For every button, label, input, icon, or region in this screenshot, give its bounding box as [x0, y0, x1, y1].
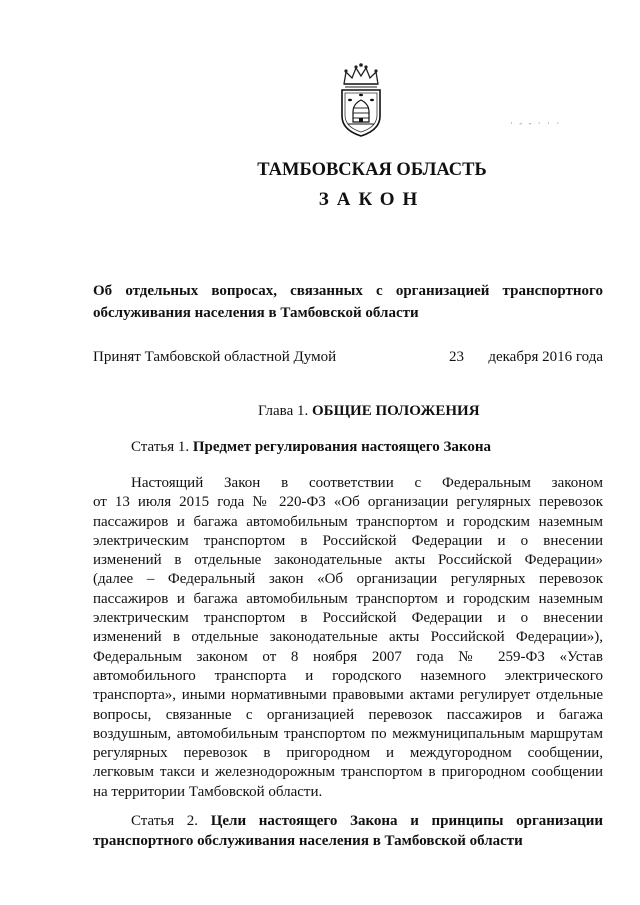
chapter-name: ОБЩИЕ ПОЛОЖЕНИЯ [311, 403, 480, 419]
text-line: изменений в отдельные законодательные акты Российской Федерации» [93, 552, 603, 569]
text-line: воздушным, автомобильным транспортом по межмуниципальным маршрутам [93, 725, 603, 742]
adopted-by: Принят Тамбовской областной Думой [93, 349, 337, 365]
adoption-month-year: декабря 2016 года [488, 349, 603, 365]
text-line: вопросы, связанные с организацией перевозок пассажиров и багажа [93, 706, 603, 723]
text-line: Настоящий Закон в соответствии с Федеральным законом [131, 475, 603, 491]
adoption-day: 23 [449, 349, 464, 365]
text-line: Федеральным законом от 8 ноября 2007 года № 259-ФЗ «Устав [93, 648, 603, 665]
scan-noise: · - - · · · [510, 118, 562, 128]
article-2-heading-line [93, 831, 603, 851]
article-2-prefix: Статья 2. [131, 813, 199, 829]
article-2-heading [93, 811, 603, 851]
law-title-line: Об отдельных вопросах, связанных с организацией транспортного [93, 283, 603, 299]
chapter-prefix: Глава 1. [258, 403, 309, 419]
coat-of-arms-icon [336, 62, 386, 138]
text-line: пассажиров и багажа автомобильным транспортом и городским наземным [93, 513, 603, 530]
chapter-heading [258, 403, 480, 420]
article-1-prefix: Статья 1. [131, 439, 190, 455]
article-1-text [93, 474, 603, 802]
article-2-heading-line [93, 811, 603, 831]
text-line: электрическим транспортом в Российской Федерации и о внесении [93, 610, 603, 627]
text-line: легковым такси и железнодорожным транспортом в пригородном сообщении [93, 764, 603, 781]
article-2-name: Цели настоящего Закона и принципы организации [210, 813, 603, 829]
law-title-line: обслуживания населения в Тамбовской области [93, 305, 419, 321]
text-line: (далее – Федеральный закон «Об организации регулярных перевозок [93, 571, 603, 588]
text-line: изменений в отдельные законодательные акты Российской Федерации»), [93, 629, 603, 646]
article-1-heading [131, 439, 491, 456]
text-line: на территории Тамбовской области. [93, 783, 323, 800]
article-2-name-cont: транспортного обслуживания населения в Тамбовской области [93, 833, 523, 849]
text-line: от 13 июля 2015 года № 220-ФЗ «Об организации регулярных перевозок [93, 494, 603, 511]
text-line: транспорта», иными нормативными правовыми актами регулирует отдельные [93, 687, 603, 704]
article-1-name: Предмет регулирования настоящего Закона [192, 439, 491, 455]
text-line: регулярных перевозок в пригородном и междугородном сообщении, [93, 745, 603, 762]
text-line: автомобильного транспорта и городского наземного электрического [93, 667, 603, 684]
text-line: электрическим транспортом в Российской Федерации и о внесении [93, 532, 603, 549]
text-line: пассажиров и багажа автомобильным транспортом и городским наземным [93, 590, 603, 607]
document-type: ЗАКОН [318, 189, 426, 210]
law-title [93, 280, 603, 324]
region-name: ТАМБОВСКАЯ ОБЛАСТЬ [257, 160, 487, 180]
